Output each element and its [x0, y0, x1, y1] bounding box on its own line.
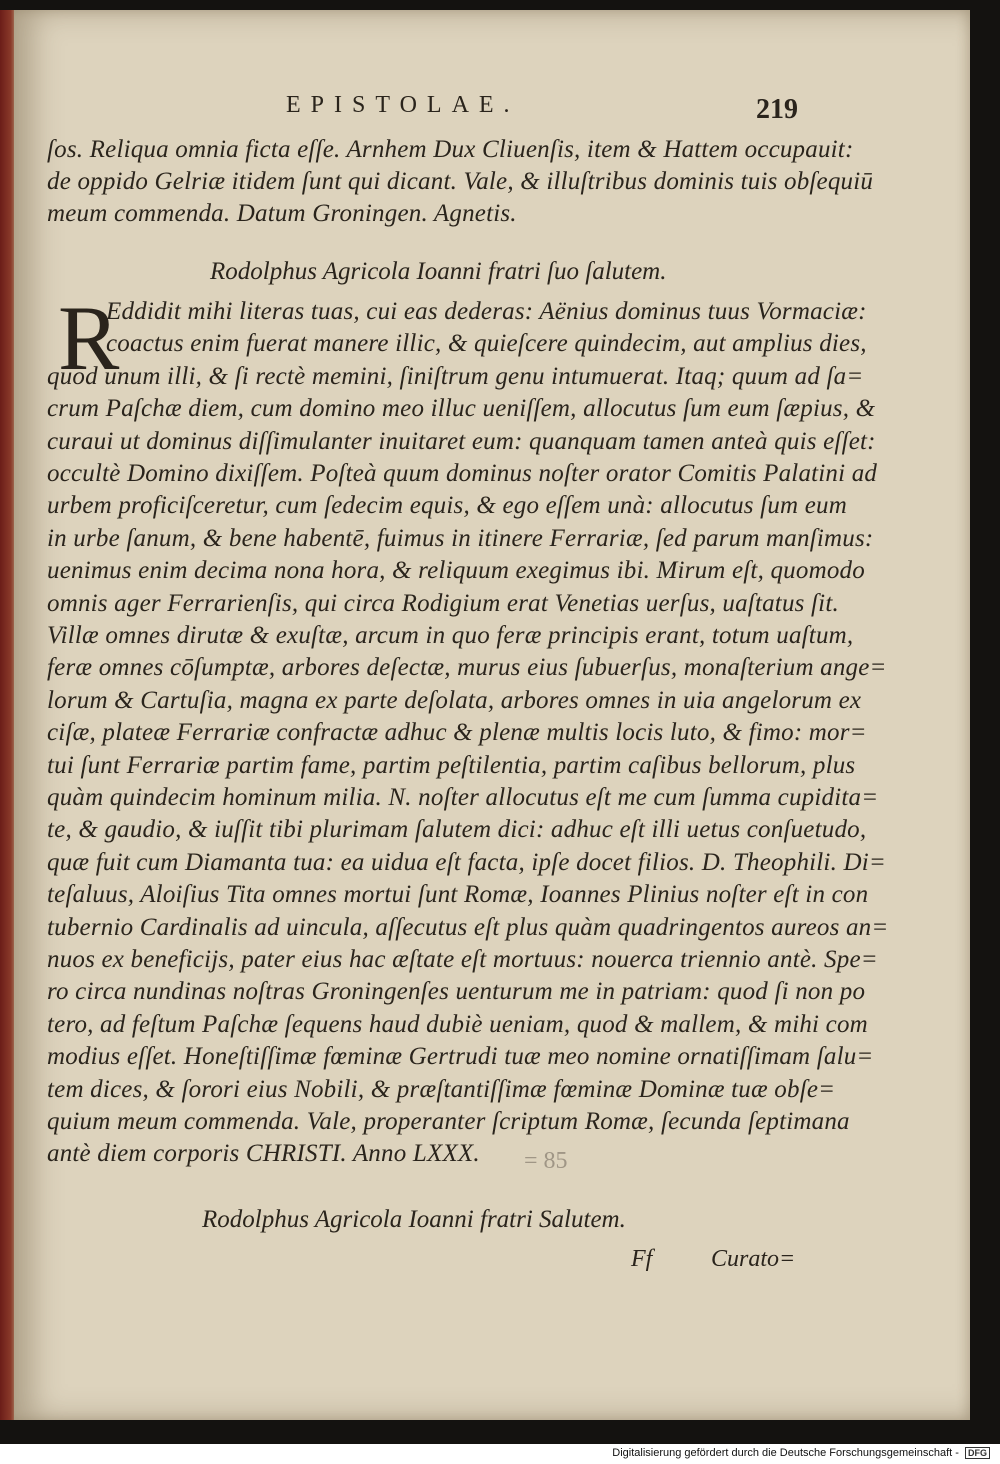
running-head: EPISTOLAE.	[286, 92, 520, 118]
text-line: curaui ut dominus diſſimulanter inuitaret eum: quanquam tamen anteà quis eſſet:	[47, 427, 876, 455]
text-line: urbem proficiſceretur, cum ſedecim equis, & ego eſſem unà: allocutus ſum eum	[47, 492, 847, 520]
text-line: crum Paſchæ diem, cum domino meo illuc ueniſſem, allocutus ſum eum ſæpius, &	[47, 395, 876, 423]
text-line: modius eſſet. Honeſtiſſimæ fœminæ Gertrudi tuæ meo nomine ornatiſſimam ſalu=	[47, 1043, 874, 1071]
letter-heading-2: Rodolphus Agricola Ioanni fratri Salutem.	[202, 1206, 626, 1233]
catchword: Curato=	[711, 1246, 796, 1272]
text-line: coactus enim fuerat manere illic, & quieſcere quindecim, aut amplius dies,	[106, 330, 867, 358]
text-line: quæ fuit cum Diamanta tua: ea uidua eſt facta, ipſe docet filios. D. Theophili. Di=	[47, 848, 886, 876]
pencil-annotation: = 85	[524, 1148, 568, 1174]
text-line: nuos ex beneficijs, pater eius hac æſtate eſt mortuus: nouerca triennio antè. Spe=	[47, 946, 878, 973]
text-line: ro circa nundinas noſtras Groningenſes uenturum me in patriam: quod ſi non po	[47, 978, 866, 1006]
footer-credit-text: Digitalisierung gefördert durch die Deutsche Forschungsgemeinschaft -	[612, 1447, 959, 1459]
text-line: de oppido Gelriæ itidem ſunt qui dicant. Vale, & illuſtribus dominis tuis obſequiū	[47, 168, 874, 195]
book-page	[14, 10, 970, 1420]
text-line: ciſæ, plateæ Ferrariæ confractæ adhuc & plenæ multis locis luto, & fimo: mor=	[47, 719, 867, 747]
text-line: in urbe ſanum, & bene habentē, fuimus in itinere Ferrariæ, ſed parum manſimus:	[47, 524, 874, 552]
text-line: quod unum illi, & ſi rectè memini, ſiniſtrum genu intumuerat. Itaq; quum ad ſa=	[47, 362, 864, 390]
text-line: tui ſunt Ferrariæ partim fame, partim peſtilentia, partim caſibus bellorum, plus	[47, 751, 856, 779]
text-line: teſaluus, Aloiſius Tita omnes mortui ſunt Romæ, Ioannes Plinius noſter eſt in con	[47, 881, 869, 909]
letter-heading: Rodolphus Agricola Ioanni fratri ſuo ſalutem.	[210, 258, 667, 285]
text-line: te, & gaudio, & iuſſit tibi plurimam ſalutem dici: adhuc eſt illi uetus conſuetudo,	[47, 816, 867, 844]
text-line: quàm quindecim hominum milia. N. noſter allocutus eſt me cum ſumma cupidita=	[47, 784, 879, 811]
signature-mark: Ff	[631, 1246, 653, 1272]
text-line: occultè Domino dixiſſem. Poſteà quum dominus noſter orator Comitis Palatini ad	[47, 460, 878, 487]
page-number: 219	[756, 94, 798, 125]
text-line: tubernio Cardinalis ad uincula, aſſecutus eſt plus quàm quadringentos aureos an=	[47, 913, 889, 941]
text-line: quium meum commenda. Vale, properanter ſcriptum Romæ, ſecunda ſeptimana	[47, 1108, 850, 1135]
footer-credit	[612, 1447, 990, 1459]
drop-cap-letter: R	[58, 287, 120, 389]
text-line: Eddidit mihi literas tuas, cui eas dederas: Aënius dominus tuus Vormaciæ:	[106, 298, 867, 325]
text-line: Villæ omnes dirutæ & exuſtæ, arcum in quo feræ principis erant, totum uaſtum,	[47, 622, 854, 649]
dfg-logo: DFG	[965, 1447, 990, 1459]
text-line: tem dices, & ſorori eius Nobili, & præſtantiſſimæ fœminæ Dominæ tuæ obſe=	[47, 1075, 836, 1103]
text-line: lorum & Cartuſia, magna ex parte deſolata, arbores omnes in uia angelorum ex	[47, 686, 862, 714]
text-line: ſos. Reliqua omnia ficta eſſe. Arnhem Dux Cliuenſis, item & Hattem occupauit:	[47, 136, 854, 163]
text-line: antè diem corporis CHRISTI. Anno LXXX.	[47, 1140, 480, 1168]
text-line: omnis ager Ferrarienſis, qui circa Rodigium erat Venetias uerſus, uaſtatus ſit.	[47, 589, 839, 617]
text-line: tero, ad feſtum Paſchæ ſequens haud dubiè ueniam, quod & mallem, & mihi com	[47, 1010, 868, 1038]
text-line: feræ omnes cōſumptæ, arbores deſectæ, murus eius ſubuerſus, monaſterium ange=	[47, 654, 887, 682]
text-line: meum commenda. Datum Groningen. Agnetis.	[47, 200, 517, 227]
text-line: uenimus enim decima nona hora, & reliquum exegimus ibi. Mirum eſt, quomodo	[47, 557, 865, 585]
